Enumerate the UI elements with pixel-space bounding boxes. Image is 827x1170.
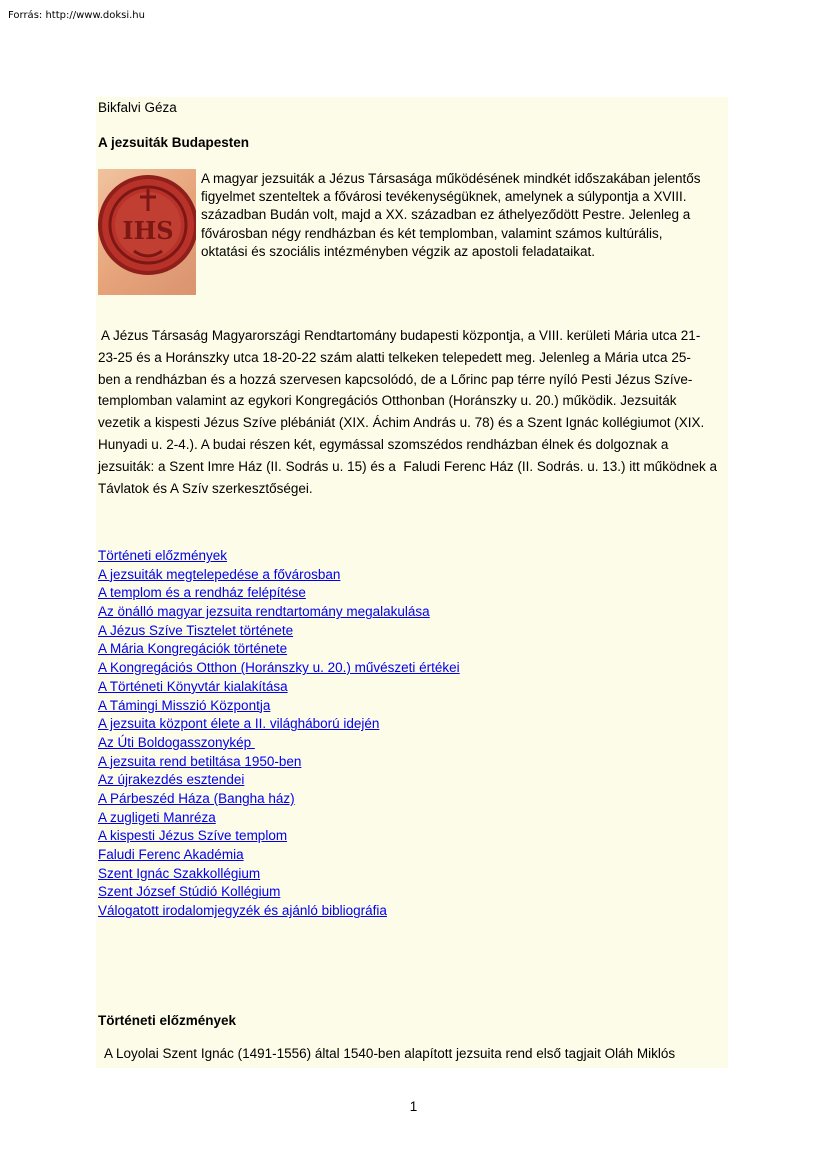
- document-title: A jezsuiták Budapesten: [98, 135, 250, 150]
- paragraph-line: Távlatok és A Szív szerkesztőségei.: [98, 480, 313, 496]
- toc-item: [98, 622, 460, 641]
- toc-link[interactable]: Történeti előzmények: [98, 548, 228, 563]
- toc-item: [98, 678, 460, 697]
- toc-link[interactable]: A zugligeti Manréza: [98, 809, 216, 825]
- toc-link[interactable]: Válogatott irodalomjegyzék és ajánló bibliográfia: [98, 903, 387, 919]
- toc-link[interactable]: A Kongregációs Otthon (Horánszky u. 20.) művészeti értékei: [98, 660, 460, 676]
- toc-link[interactable]: Az önálló magyar jezsuita rendtartomány megalakulása: [98, 604, 430, 620]
- toc-item: [98, 584, 460, 603]
- toc-item: [98, 771, 460, 790]
- toc-item: [98, 809, 460, 828]
- intro-line: oktatási és szociális intézményben végzik az apostoli feladataikat.: [201, 243, 595, 259]
- toc-item: [98, 547, 460, 566]
- paragraph-line: ben a rendházban és a hozzá szervesen kapcsolódó, de a Lőrinc pap térre nyíló Pesti Jézus Szíve-: [98, 371, 693, 387]
- section-first-line: A Loyolai Szent Ignác (1491-1556) által 1540-ben alapított jezsuita rend első tagjait Oláh Miklós: [104, 1046, 676, 1061]
- toc-link[interactable]: A jezsuiták megtelepedése a fővárosban: [98, 566, 341, 582]
- toc-item: [98, 827, 460, 846]
- toc-link[interactable]: Az Úti Boldogasszonykép: [98, 734, 255, 750]
- paragraph-line: templomban valamint az egykori Kongregációs Otthonban (Horánszky u. 20.) működik. Jezsuiták: [98, 393, 677, 409]
- toc-link[interactable]: A Mária Kongregációk története: [98, 641, 288, 657]
- source-label: Forrás: http://www.doksi.hu: [8, 10, 145, 21]
- toc-item: [98, 846, 460, 865]
- body-paragraph: [98, 325, 724, 499]
- toc-link[interactable]: Szent József Stúdió Kollégium: [98, 884, 281, 900]
- intro-text: [201, 170, 721, 261]
- toc-item: [98, 753, 460, 772]
- toc-link[interactable]: A jezsuita központ élete a II. világháború idején: [98, 716, 380, 732]
- author-name: Bikfalvi Géza: [98, 100, 177, 115]
- section-heading: Történeti előzmények: [98, 1013, 237, 1028]
- toc-link[interactable]: A templom és a rendház felépítése: [98, 585, 306, 601]
- toc-link[interactable]: A kispesti Jézus Szíve templom: [98, 828, 288, 844]
- svg-text:IHS: IHS: [122, 216, 174, 245]
- toc-item: [98, 659, 460, 678]
- toc-link[interactable]: A Párbeszéd Háza (Bangha ház): [98, 790, 295, 806]
- toc-item: [98, 640, 460, 659]
- toc-item: [98, 697, 460, 716]
- toc-link[interactable]: Szent Ignác Szakkollégium: [98, 865, 261, 881]
- paragraph-line: vezetik a kispesti Jézus Szíve plébániát (XIX. Áchim András u. 78) és a Szent Ignác kollégiumot (XIX.: [98, 415, 705, 431]
- toc-item: [98, 734, 460, 753]
- paragraph-line: Hunyadi u. 2-4.). A budai részen két, egymással szomszédos rendházban élnek és dolgoznak a: [98, 436, 669, 452]
- paragraph-line: A Jézus Társaság Magyarországi Rendtartomány budapesti központja, a VIII. kerületi Mária utca 21-: [98, 328, 701, 343]
- toc-link[interactable]: A Támingi Misszió Központja: [98, 697, 271, 713]
- ihs-seal-image: [98, 169, 196, 295]
- toc-item: [98, 790, 460, 809]
- table-of-contents: [98, 547, 460, 921]
- intro-line: században Budán volt, majd a XX. században ez áthelyeződött Pestre. Jelenleg a: [201, 207, 691, 223]
- toc-link[interactable]: Faludi Ferenc Akadémia: [98, 847, 244, 862]
- intro-line: fővárosban négy rendházban és két templomban, valamint számos kultúrális,: [201, 225, 663, 241]
- toc-link[interactable]: A Történeti Könyvtár kialakítása: [98, 678, 288, 694]
- page-number: 1: [409, 1099, 418, 1114]
- toc-item: [98, 566, 460, 585]
- intro-line: figyelmet szenteltek a fővárosi tevékenységüknek, amelynek a súlypontja a XVIII.: [201, 189, 687, 205]
- toc-item: [98, 883, 460, 902]
- toc-item: [98, 902, 460, 921]
- paragraph-line: jezsuiták: a Szent Imre Ház (II. Sodrás u. 15) és a Faludi Ferenc Ház (II. Sodrás. u. 13.) itt működnek a: [98, 458, 718, 474]
- intro-line: A magyar jezsuiták a Jézus Társasága működésének mindkét időszakában jelentős: [201, 171, 701, 186]
- toc-link[interactable]: A jezsuita rend betiltása 1950-ben: [98, 753, 302, 769]
- toc-item: [98, 715, 460, 734]
- paragraph-line: 23-25 és a Horánszky utca 18-20-22 szám alatti telkeken telepedett meg. Jelenleg a Mária utca 25-: [98, 349, 691, 365]
- toc-item: [98, 603, 460, 622]
- toc-link[interactable]: A Jézus Szíve Tisztelet története: [98, 622, 294, 638]
- toc-link[interactable]: Az újrakezdés esztendei: [98, 772, 245, 788]
- toc-item: [98, 865, 460, 884]
